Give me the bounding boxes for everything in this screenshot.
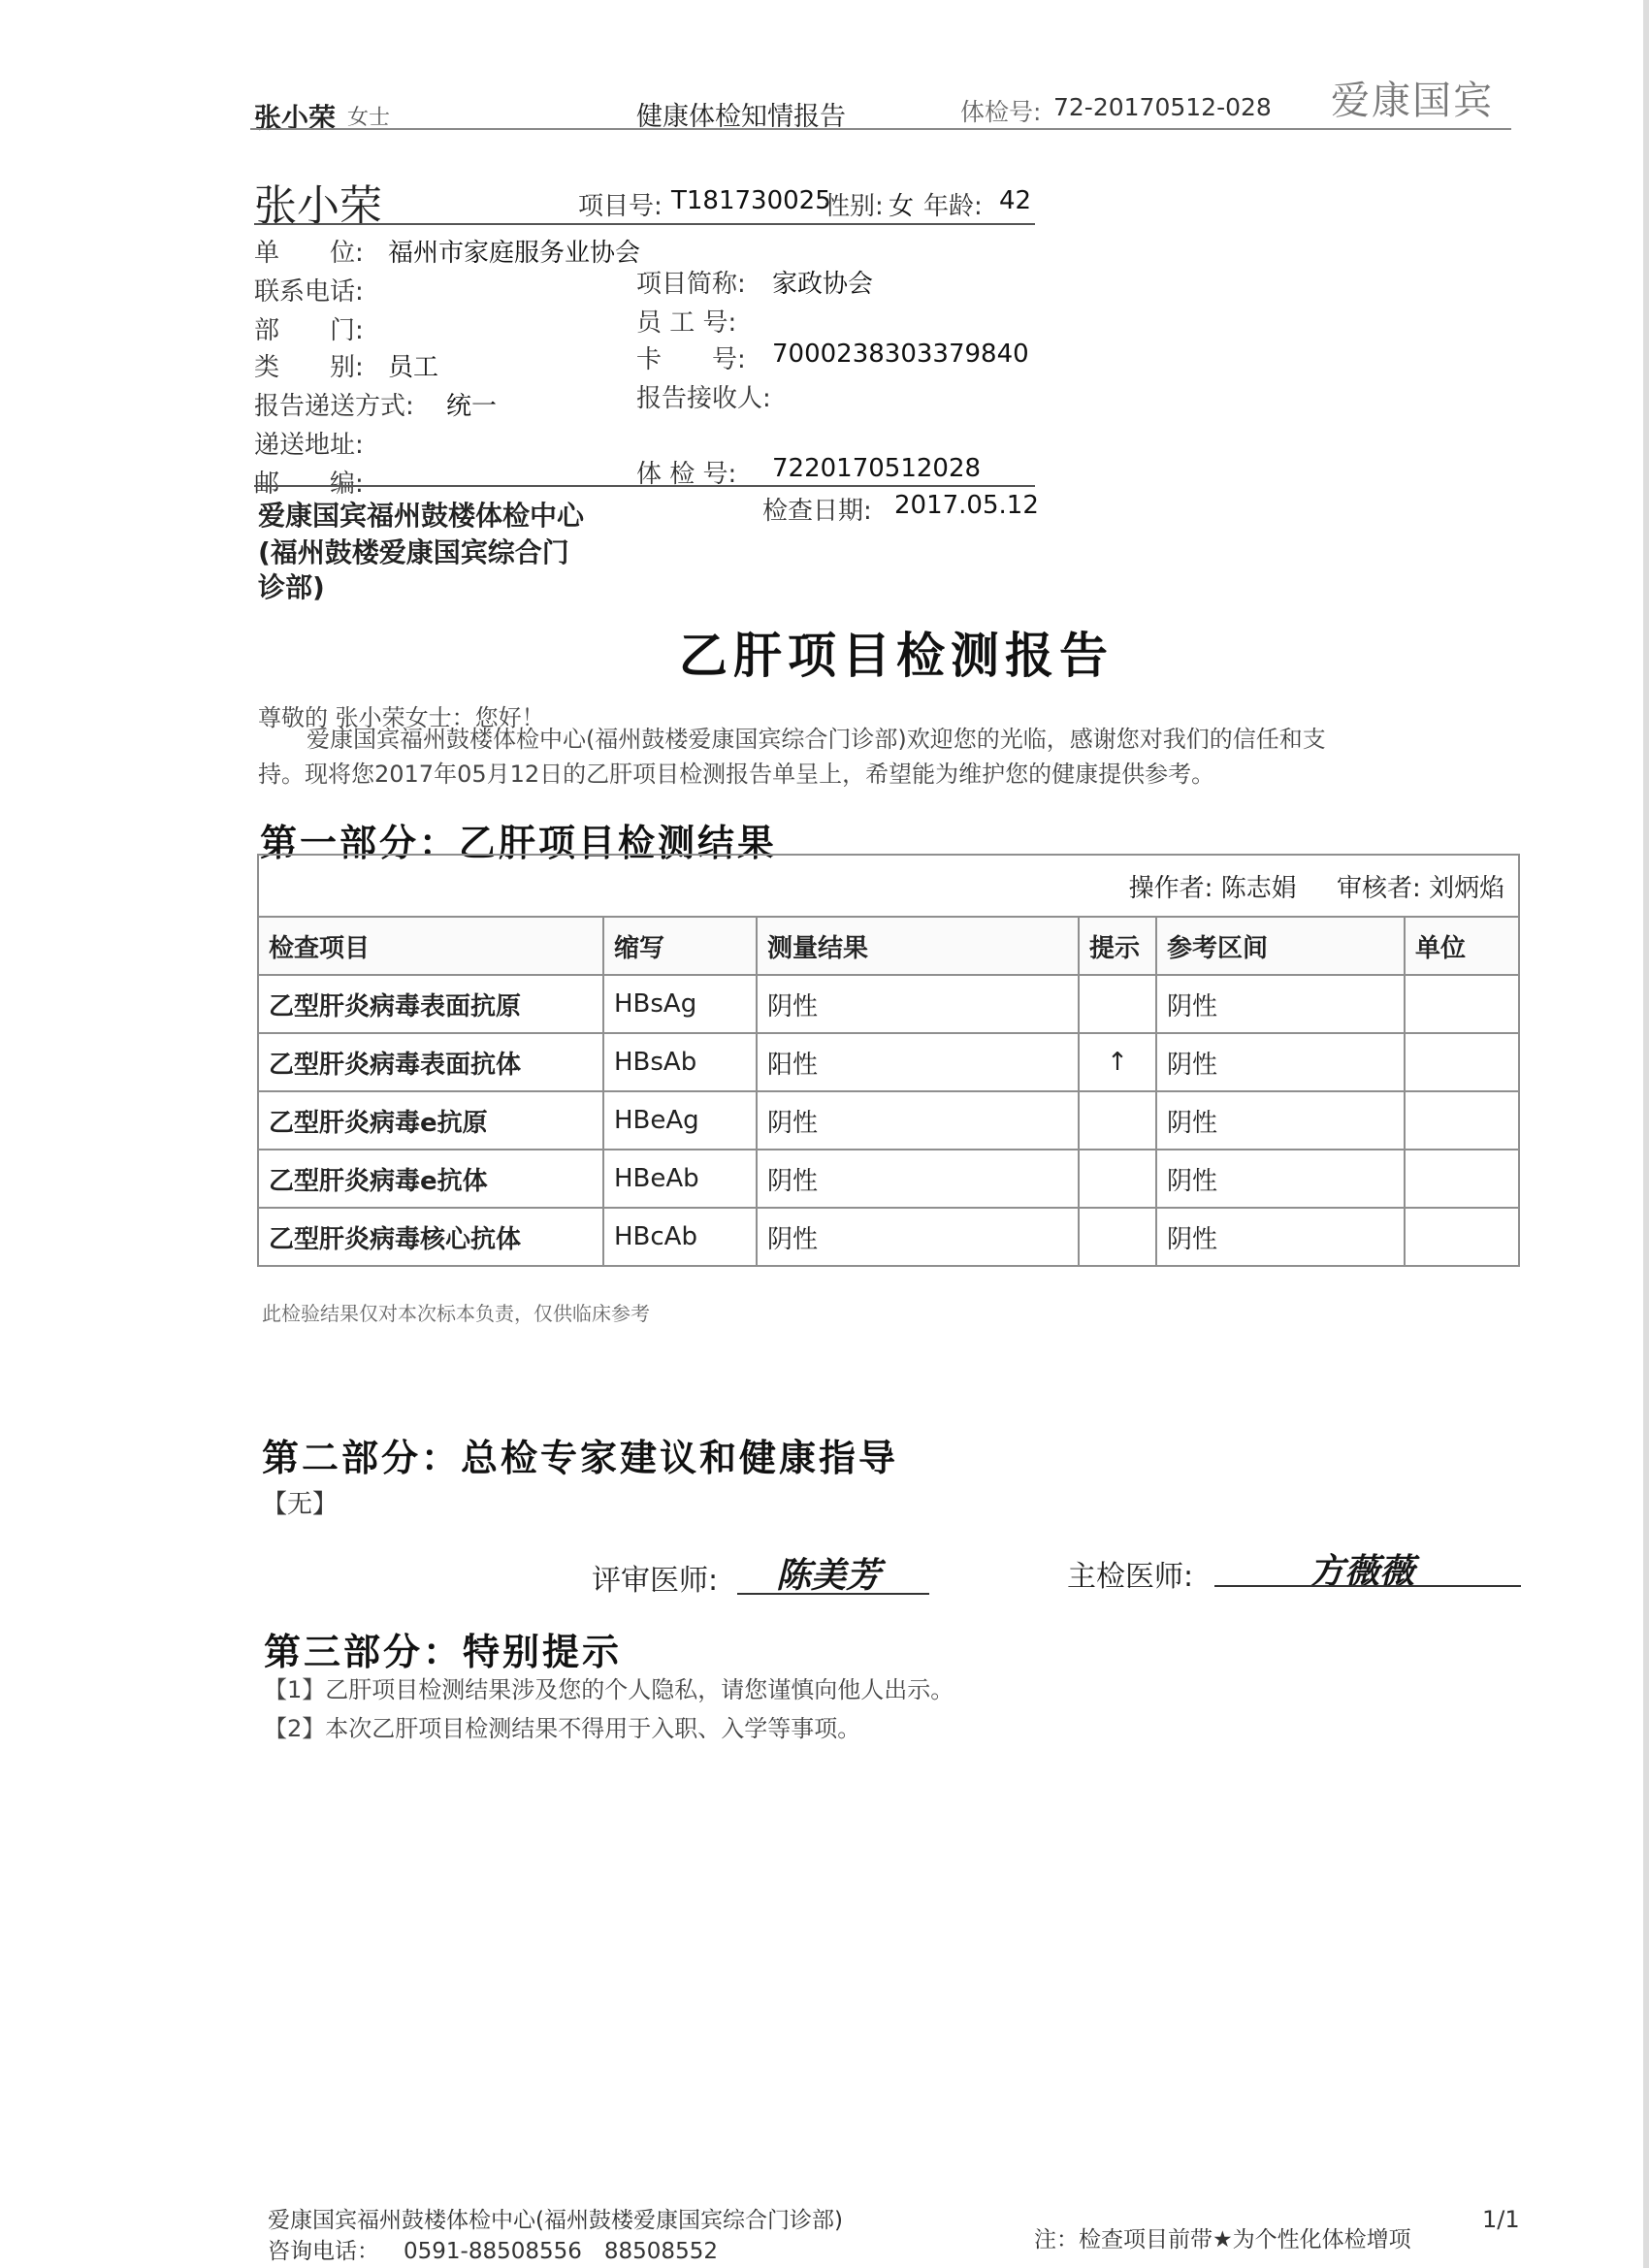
field-value-exam-date: 2017.05.12	[894, 491, 1039, 520]
cell-result: 阴性	[757, 1208, 1079, 1266]
table-row	[258, 975, 1519, 1033]
gender-label: 性别:	[824, 192, 884, 221]
field-value-exam-no: 7220170512028	[772, 454, 982, 483]
gender-value: 女	[889, 192, 915, 221]
operator-row	[258, 855, 1519, 917]
field-label-phone: 联系电话:	[254, 277, 364, 307]
field-value-project-short: 家政协会	[772, 270, 874, 299]
header-title-suffix: 女士	[347, 106, 391, 130]
field-label-receiver: 报告接收人:	[636, 384, 771, 413]
cell-item: 乙型肝炎病毒表面抗原	[258, 975, 603, 1033]
cell-ref: 阴性	[1156, 975, 1405, 1033]
intro-line-2: 持。现将您2017年05月12日的乙肝项目检测报告单呈上，希望能为维护您的健康提供参考。	[258, 761, 1215, 788]
cell-flag: ↑	[1079, 1033, 1156, 1091]
cell-abbr: HBsAg	[603, 975, 757, 1033]
field-label-category: 类 别:	[254, 353, 364, 382]
header-exam-no: 72-20170512-028	[1053, 93, 1272, 121]
reviewer-name: 刘炳焰	[1429, 873, 1505, 903]
project-no: T181730025	[671, 186, 831, 215]
age-value: 42	[999, 186, 1032, 215]
field-value-unit: 福州市家庭服务业协会	[388, 239, 641, 268]
cell-item: 乙型肝炎病毒核心抗体	[258, 1208, 603, 1266]
cell-ref: 阴性	[1156, 1150, 1405, 1208]
field-label-delivery: 报告递送方式:	[254, 392, 414, 421]
operator-name: 陈志娟	[1220, 873, 1297, 903]
header-name: 张小荣	[254, 102, 337, 134]
report-title: 乙肝项目检测报告	[679, 628, 1114, 684]
table-row	[258, 1033, 1519, 1091]
field-label-unit: 单 位:	[254, 239, 364, 268]
reviewer-doctor-signature: 陈美芳	[776, 1555, 882, 1596]
header-exam-no-label: 体检号:	[960, 98, 1042, 126]
field-label-employee-no: 员 工 号:	[636, 308, 737, 338]
cell-abbr: HBeAg	[603, 1091, 757, 1150]
cell-unit	[1405, 1033, 1519, 1091]
footer-phones: 0591-88508556 88508552	[404, 2239, 718, 2264]
reviewer-label: 审核者:	[1337, 873, 1421, 903]
cell-ref: 阴性	[1156, 1091, 1405, 1150]
table-header-row	[258, 917, 1519, 975]
table-row	[258, 1208, 1519, 1266]
col-header-result: 测量结果	[757, 917, 1079, 975]
col-header-flag: 提示	[1079, 917, 1156, 975]
patient-name: 张小荣	[254, 181, 382, 231]
field-label-department: 部 门:	[254, 316, 364, 345]
page-number: 1/1	[1482, 2206, 1520, 2233]
cell-unit	[1405, 975, 1519, 1033]
cell-ref: 阴性	[1156, 1208, 1405, 1266]
result-disclaimer: 此检验结果仅对本次标本负责，仅供临床参考	[262, 1302, 650, 1325]
table-row	[258, 1150, 1519, 1208]
footer-center-name: 爱康国宾福州鼓楼体检中心(福州鼓楼爱康国宾综合门诊部)	[268, 2208, 843, 2233]
field-value-category: 员工	[388, 353, 439, 382]
operator-label: 操作者:	[1128, 873, 1213, 903]
reviewer-signature-line	[737, 1593, 929, 1595]
patient-name-rule	[254, 223, 1035, 225]
cell-ref: 阴性	[1156, 1033, 1405, 1091]
field-value-delivery: 统一	[446, 392, 498, 421]
cell-abbr: HBcAb	[603, 1208, 757, 1266]
field-label-card-no: 卡 号:	[636, 345, 746, 374]
info-block-rule	[254, 485, 1035, 487]
reviewer-doctor-label: 评审医师:	[592, 1564, 719, 1598]
field-label-project-short: 项目简称:	[636, 270, 746, 299]
chief-doctor-label: 主检医师:	[1067, 1560, 1194, 1594]
part1-title: 第一部分：乙肝项目检测结果	[260, 822, 778, 864]
chief-doctor-signature: 方薇薇	[1310, 1551, 1415, 1592]
header-divider	[250, 128, 1511, 130]
results-table	[257, 854, 1520, 1267]
cell-unit	[1405, 1150, 1519, 1208]
project-no-label: 项目号:	[578, 192, 663, 221]
footer-phone-label: 咨询电话：	[268, 2239, 379, 2264]
cell-result: 阳性	[757, 1033, 1079, 1091]
cell-item: 乙型肝炎病毒e抗体	[258, 1150, 603, 1208]
header-report-type: 健康体检知情报告	[636, 102, 846, 132]
field-label-address: 递送地址:	[254, 431, 364, 460]
field-value-card-no: 7000238303379840	[772, 340, 1029, 369]
intro-line-1: 爱康国宾福州鼓楼体检中心(福州鼓楼爱康国宾综合门诊部)欢迎您的光临，感谢您对我们的信任和支	[307, 726, 1326, 753]
col-header-unit: 单位	[1405, 917, 1519, 975]
cell-abbr: HBeAb	[603, 1150, 757, 1208]
cell-result: 阴性	[757, 1091, 1079, 1150]
footer-note: 注：检查项目前带★为个性化体检增项	[1034, 2227, 1411, 2252]
part3-title: 第三部分：特别提示	[264, 1631, 623, 1673]
center-name-line3: 诊部)	[258, 571, 325, 603]
field-label-exam-no: 体 检 号:	[636, 460, 737, 489]
center-name-line1: 爱康国宾福州鼓楼体检中心	[258, 500, 585, 532]
age-label: 年龄:	[923, 192, 983, 221]
cell-item: 乙型肝炎病毒表面抗体	[258, 1033, 603, 1091]
operator-cell	[258, 855, 1519, 917]
cell-flag	[1079, 1150, 1156, 1208]
cell-unit	[1405, 1091, 1519, 1150]
part2-content: 【无】	[262, 1490, 339, 1519]
cell-flag	[1079, 1208, 1156, 1266]
col-header-item: 检查项目	[258, 917, 603, 975]
field-label-exam-date: 检查日期:	[762, 497, 872, 526]
col-header-abbr: 缩写	[603, 917, 757, 975]
cell-abbr: HBsAb	[603, 1033, 757, 1091]
cell-result: 阴性	[757, 975, 1079, 1033]
part2-title: 第二部分：总检专家建议和健康指导	[262, 1437, 899, 1479]
table-row	[258, 1091, 1519, 1150]
cell-item: 乙型肝炎病毒e抗原	[258, 1091, 603, 1150]
cell-flag	[1079, 975, 1156, 1033]
tip-1: 【1】乙肝项目检测结果涉及您的个人隐私，请您谨慎向他人出示。	[264, 1676, 954, 1703]
field-label-postcode: 邮 编:	[254, 470, 364, 499]
greeting: 尊敬的 张小荣女士：您好！	[258, 704, 545, 731]
brand-logo: 爱康国宾	[1331, 79, 1494, 123]
cell-unit	[1405, 1208, 1519, 1266]
scan-edge	[1643, 0, 1649, 2268]
tip-2: 【2】本次乙肝项目检测结果不得用于入职、入学等事项。	[264, 1715, 861, 1742]
cell-flag	[1079, 1091, 1156, 1150]
center-name-line2: (福州鼓楼爱康国宾综合门	[258, 536, 569, 568]
chief-signature-line	[1214, 1585, 1521, 1587]
cell-result: 阴性	[757, 1150, 1079, 1208]
col-header-ref: 参考区间	[1156, 917, 1405, 975]
